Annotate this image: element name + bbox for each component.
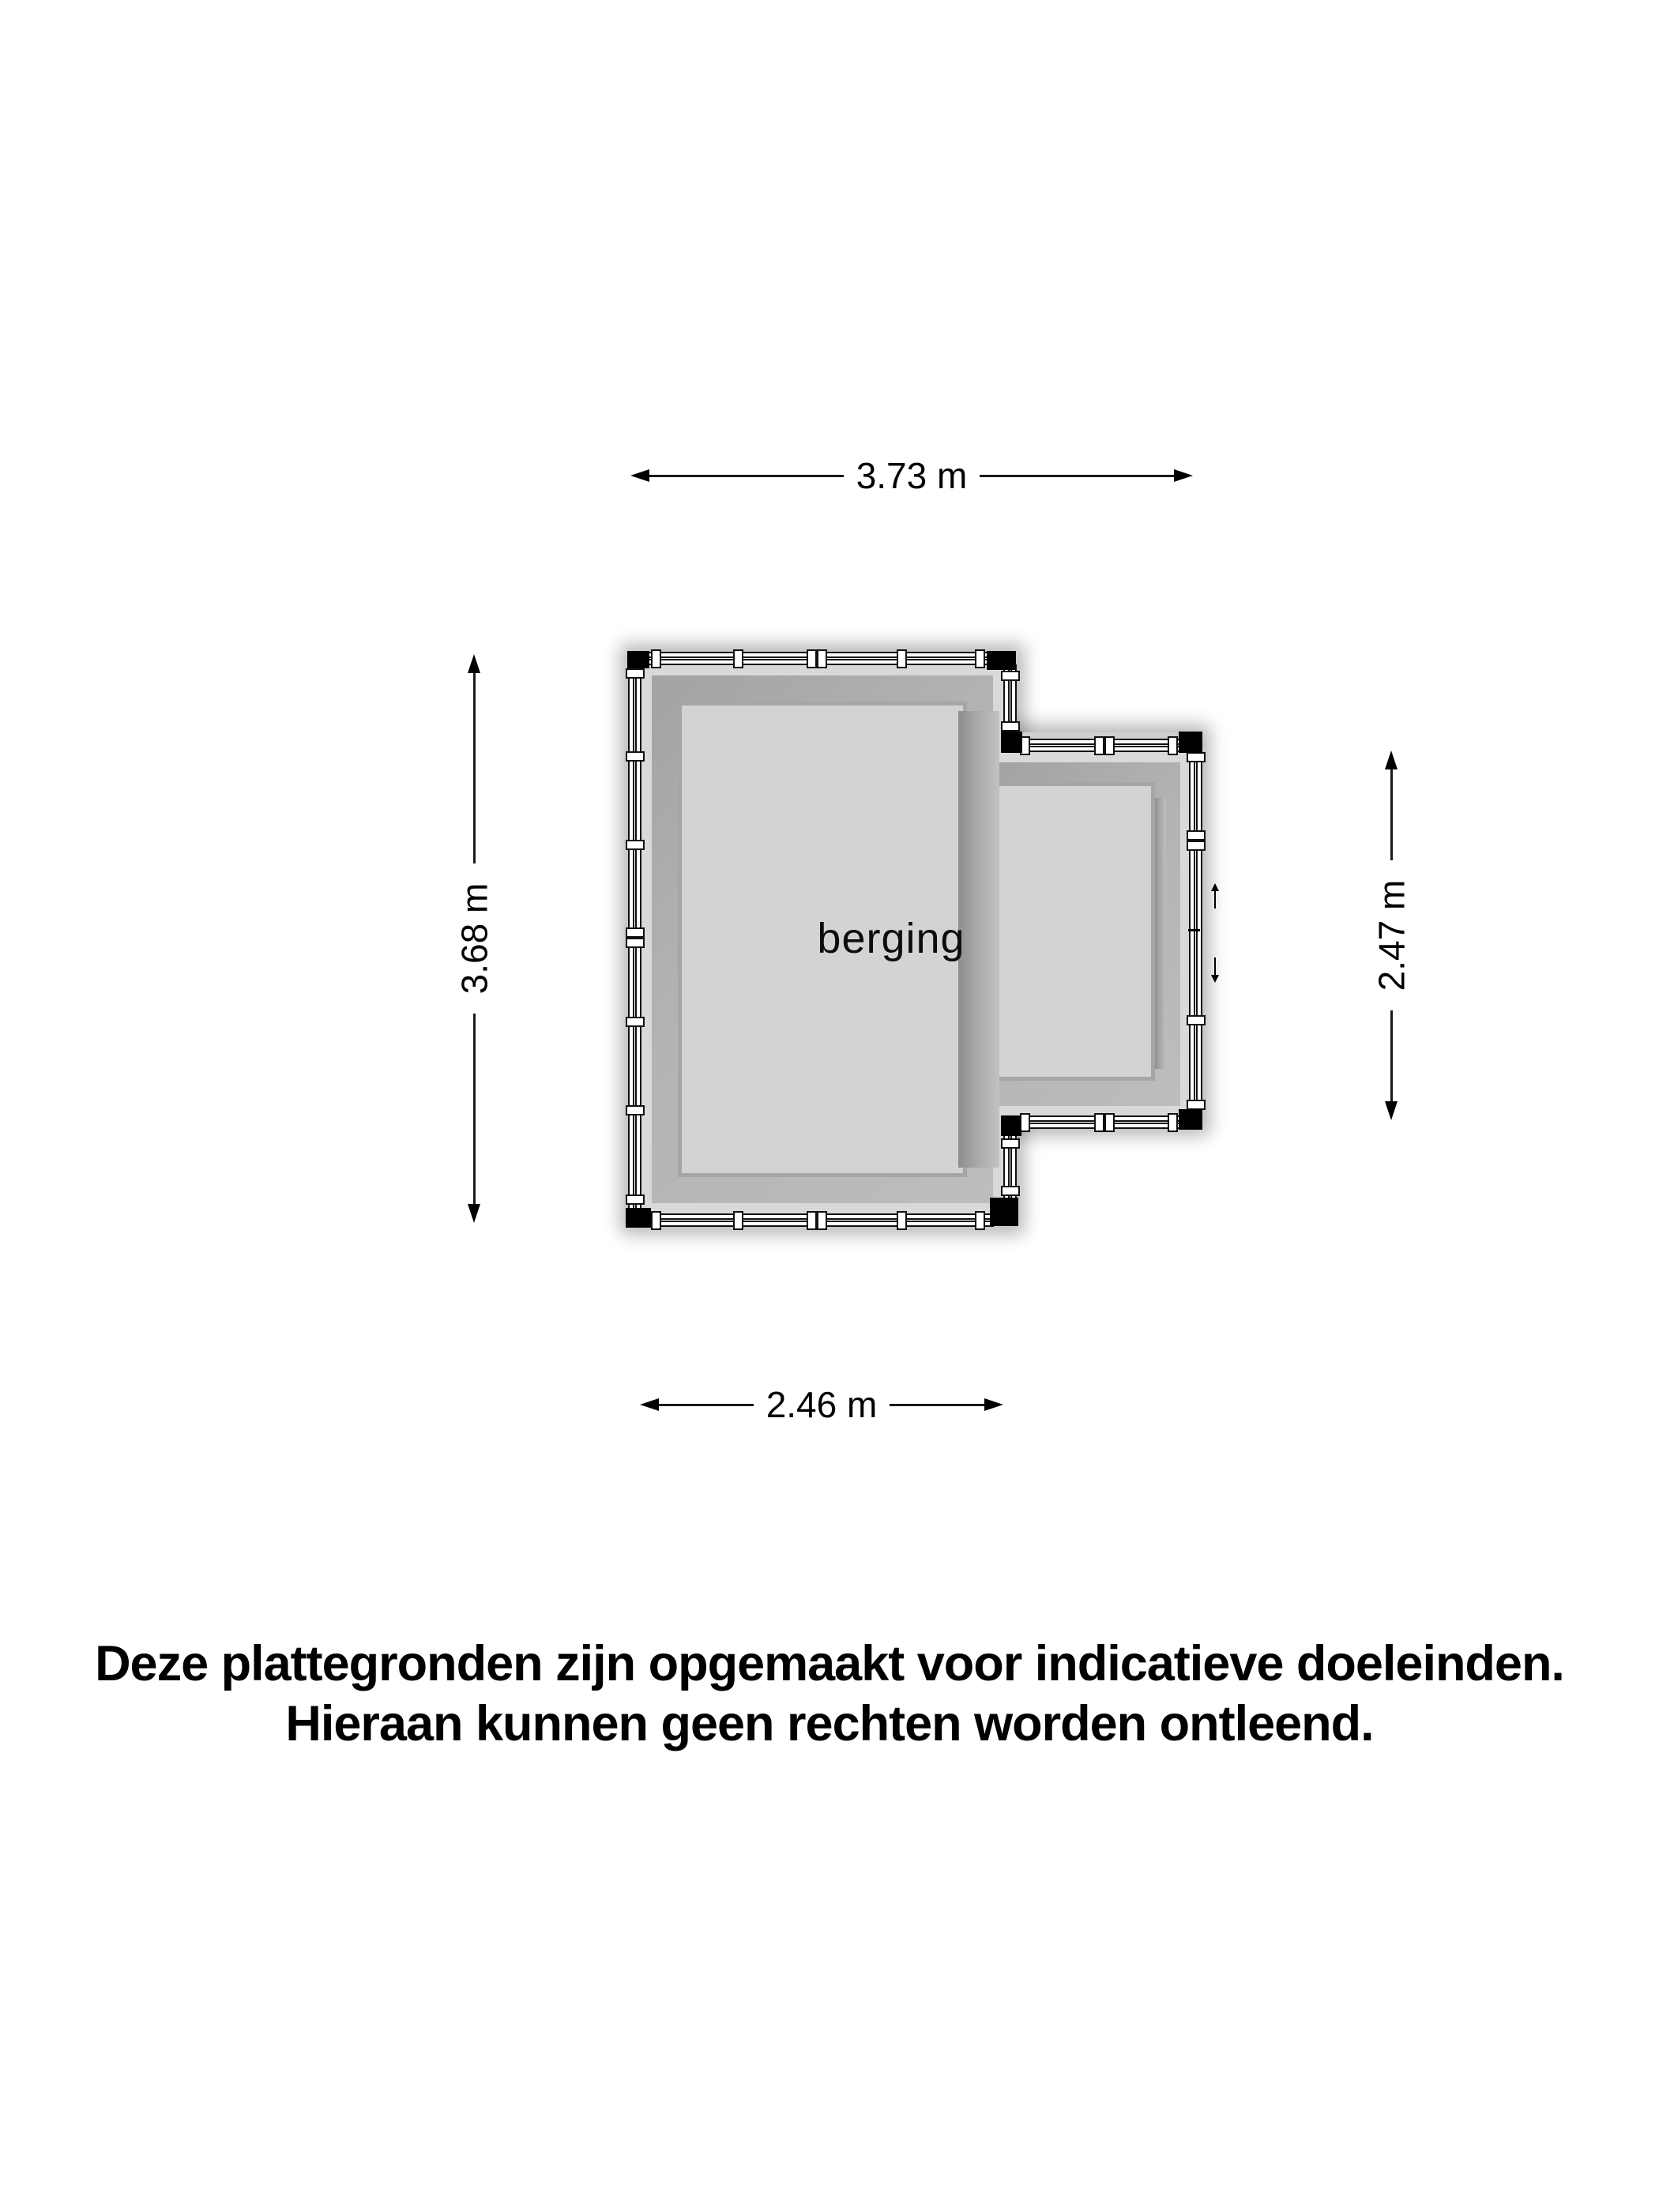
dimension-bottom-label: 2.46 m [766,1384,878,1425]
wall-post [975,649,985,668]
disclaimer [0,1634,1659,1754]
wall-post [626,927,645,938]
wall-post [1001,1138,1020,1149]
wall-post [1168,736,1178,755]
wall-annex-right [1189,749,1202,1114]
wall-post [1168,1113,1178,1132]
corner-post [627,651,649,668]
wall-post [1001,671,1020,681]
wall-post [626,1017,645,1027]
wall-post [1104,1113,1115,1132]
corner-post [1001,732,1022,753]
wall-post [817,1211,827,1230]
corner-post [1001,1115,1021,1136]
wall-post [1094,1113,1104,1132]
wall-post [807,649,817,668]
annex-inner-wall-strip [1155,798,1166,1069]
annex-floor [999,782,1155,1081]
wall-post [817,649,827,668]
wall-post [733,1211,743,1230]
wall-post [1104,736,1115,755]
wall-post [626,840,645,850]
wall-post [1001,721,1020,732]
corner-post [990,1198,1018,1226]
wall-post [1001,1186,1020,1196]
room-label: berging [817,915,965,962]
corner-post [1179,1109,1202,1130]
corner-post [1179,732,1202,753]
wall-post [807,1211,817,1230]
dimension-top-label: 3.73 m [856,455,968,496]
wall-post [1094,736,1104,755]
wall-post [626,1194,645,1205]
wall-post [1187,752,1206,762]
wall-post [1187,1015,1206,1025]
wall-post [897,1211,907,1230]
wall-post [651,1211,661,1230]
dimension-left-label: 3.68 m [453,882,495,995]
wall-post [626,751,645,762]
wall-post [1187,841,1206,851]
dimension-right-label: 2.47 m [1371,879,1413,991]
wall-post [626,1105,645,1115]
wall-junction-tick [1188,929,1200,931]
wall-post [897,649,907,668]
wall-post [733,649,743,668]
corner-post [987,651,1016,670]
wall-post [626,668,645,679]
wall-post [626,938,645,948]
wall-post [975,1211,985,1230]
door-arrow-up-icon [1209,883,1221,908]
door-arrow-down-icon [1209,957,1221,983]
wall-post [1187,830,1206,841]
wall-post [651,649,661,668]
disclaimer-line2: Hieraan kunnen geen rechten worden ontleend. [285,1696,1374,1751]
disclaimer-line1: Deze plattegronden zijn opgemaakt voor indicatieve doeleinden. [95,1636,1564,1691]
corner-post [626,1208,651,1228]
